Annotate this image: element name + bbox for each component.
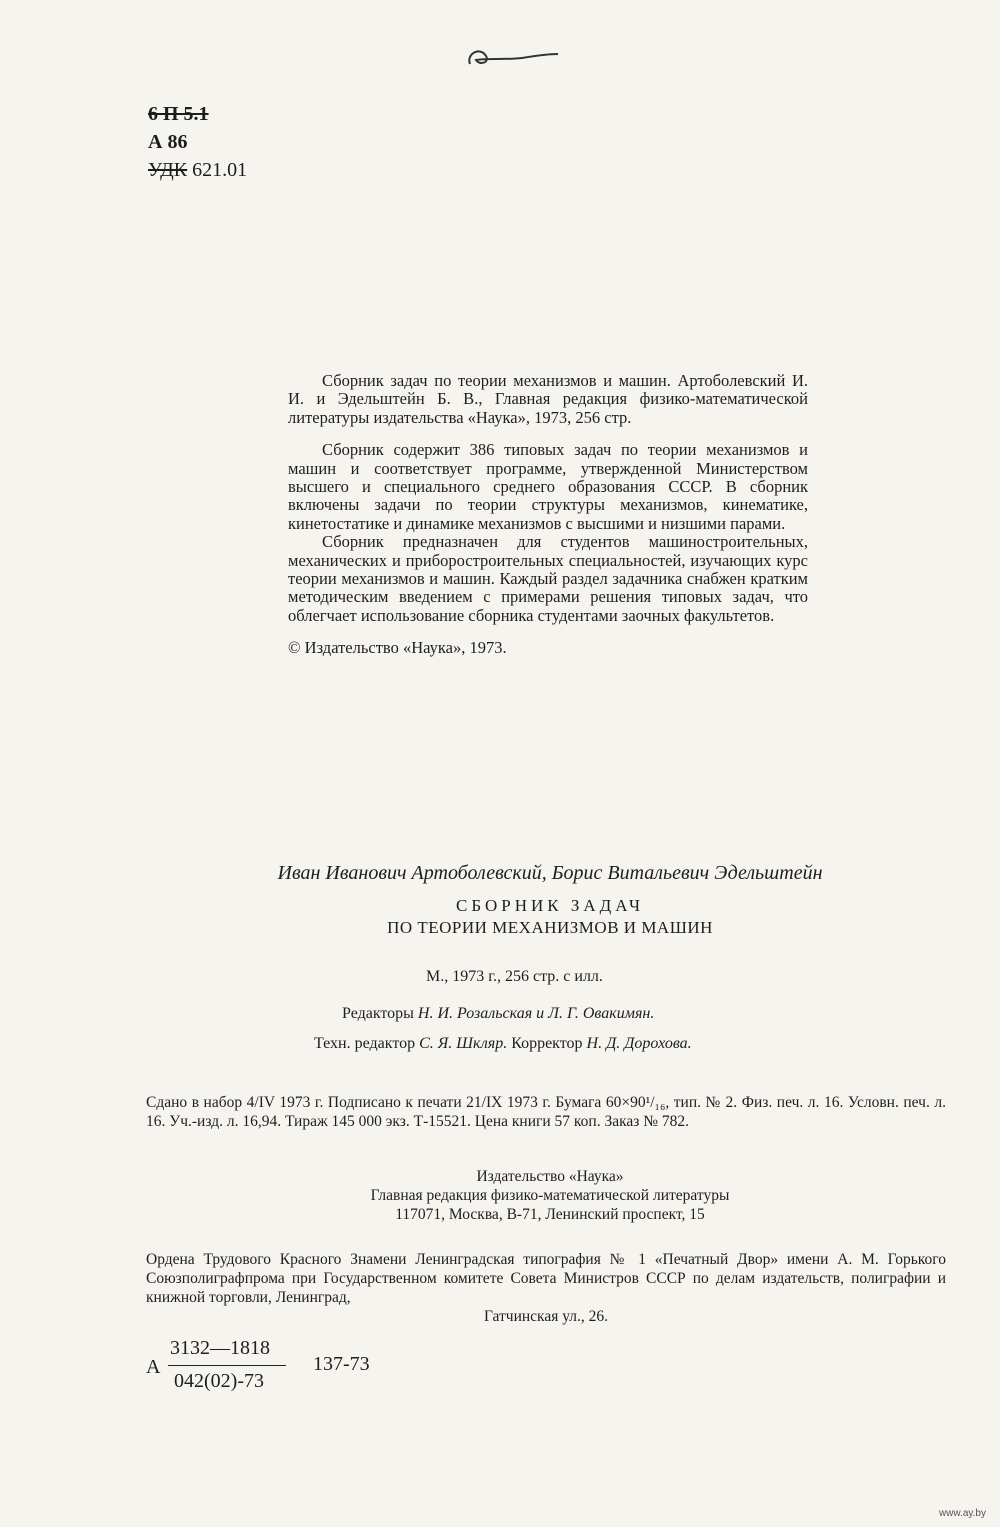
tech-editor-name: С. Я. Шкляр. <box>419 1035 508 1052</box>
editors-names: Н. И. Розальская и Л. Г. Овакимян. <box>417 1005 655 1022</box>
tech-editor-label: Техн. редактор <box>314 1035 416 1052</box>
corrector-name: Н. Д. Дорохова. <box>586 1035 692 1052</box>
udk-code <box>148 156 247 184</box>
fraction-line <box>168 1365 286 1366</box>
printing-details-text: Сдано в набор 4/IV 1973 г. Подписано к печати 21/IX 1973 г. Бумага 60×90¹/₁₆, тип. № 2. Физ. печ. л. 16. Условн. печ. л. 16. Уч.-изд. л. 16,94. Тираж 145 000 экз. Т-15521. Цена книги 57 коп. Заказ № 782. <box>146 1094 946 1130</box>
publisher-line-2: Главная редакция физико-математической литературы <box>370 1187 730 1204</box>
corrector-label: Корректор <box>511 1035 583 1052</box>
publisher-line-1: Издательство «Наука» <box>476 1168 624 1185</box>
annotation-paragraph-2: Сборник предназначен для студентов машиностроительных, механических и приборостроительных специальностей, изучающих курс теории механизмов и машин. Каждый раздел задачника снабжен кратким методическим введением с примерами решения типовых задач, что облегчает использование сборника студентами заочных факультетов. <box>288 532 808 625</box>
index-denominator: 042(02)-73 <box>174 1370 264 1392</box>
index-letter: А <box>146 1356 161 1378</box>
book-title-line-1: СБОРНИК ЗАДАЧ <box>456 896 644 915</box>
annotation-paragraph-1: Сборник содержит 386 типовых задач по теории механизмов и машин и соответствует программе, утвержденной Министерством высшего и специального среднего образования СССР. В сборник включены задачи по теории структуры механизмов, кинематике, кинетостатике и динамике механизмов с высшими и низшими парами. <box>288 440 808 533</box>
annotation-block <box>288 372 808 658</box>
code-struck: 6 П 5.1 <box>148 103 209 125</box>
udk-value: 621.01 <box>192 159 248 181</box>
code-a86: А 86 <box>148 131 188 153</box>
bibliographic-description: Сборник задач по теории механизмов и машин. Артоболевский И. И. и Эдельштейн Б. В., Главная редакция физико-математической литературы издательства «Наука», 1973, 256 стр. <box>288 371 808 427</box>
publisher-address <box>150 1167 950 1224</box>
typography-info <box>146 1250 946 1326</box>
typography-address: Гатчинская ул., 26. <box>483 1308 609 1325</box>
editors-label: Редакторы <box>342 1005 414 1022</box>
copyright-notice: © Издательство «Наука», 1973. <box>288 638 507 658</box>
authors-names: Иван Иванович Артоболевский, Борис Витальевич Эдельштейн <box>277 862 823 884</box>
printing-details <box>146 1093 946 1131</box>
handwritten-signature <box>462 36 562 76</box>
publisher-line-3: 117071, Москва, В-71, Ленинский проспект, 15 <box>395 1206 705 1223</box>
watermark: www.ay.by <box>938 1508 986 1519</box>
tech-editor-line <box>314 1035 692 1053</box>
book-title-line-2: ПО ТЕОРИИ МЕХАНИЗМОВ И МАШИН <box>387 918 713 937</box>
index-code: 137-73 <box>313 1353 370 1375</box>
index-numerator: 3132—1818 <box>170 1337 270 1359</box>
editors-line <box>342 1005 654 1023</box>
classification-codes <box>148 100 247 184</box>
typography-text: Ордена Трудового Красного Знамени Ленинградская типография № 1 «Печатный Двор» имени А. М. Горького Союзполиграфпрома при Государственном комитете Совета Министров СССР по делам издательств, полиграфии и книжной торговли, Ленинград, <box>146 1251 946 1306</box>
publication-info: М., 1973 г., 256 стр. с илл. <box>426 968 603 985</box>
udk-label: УДК <box>148 159 188 181</box>
